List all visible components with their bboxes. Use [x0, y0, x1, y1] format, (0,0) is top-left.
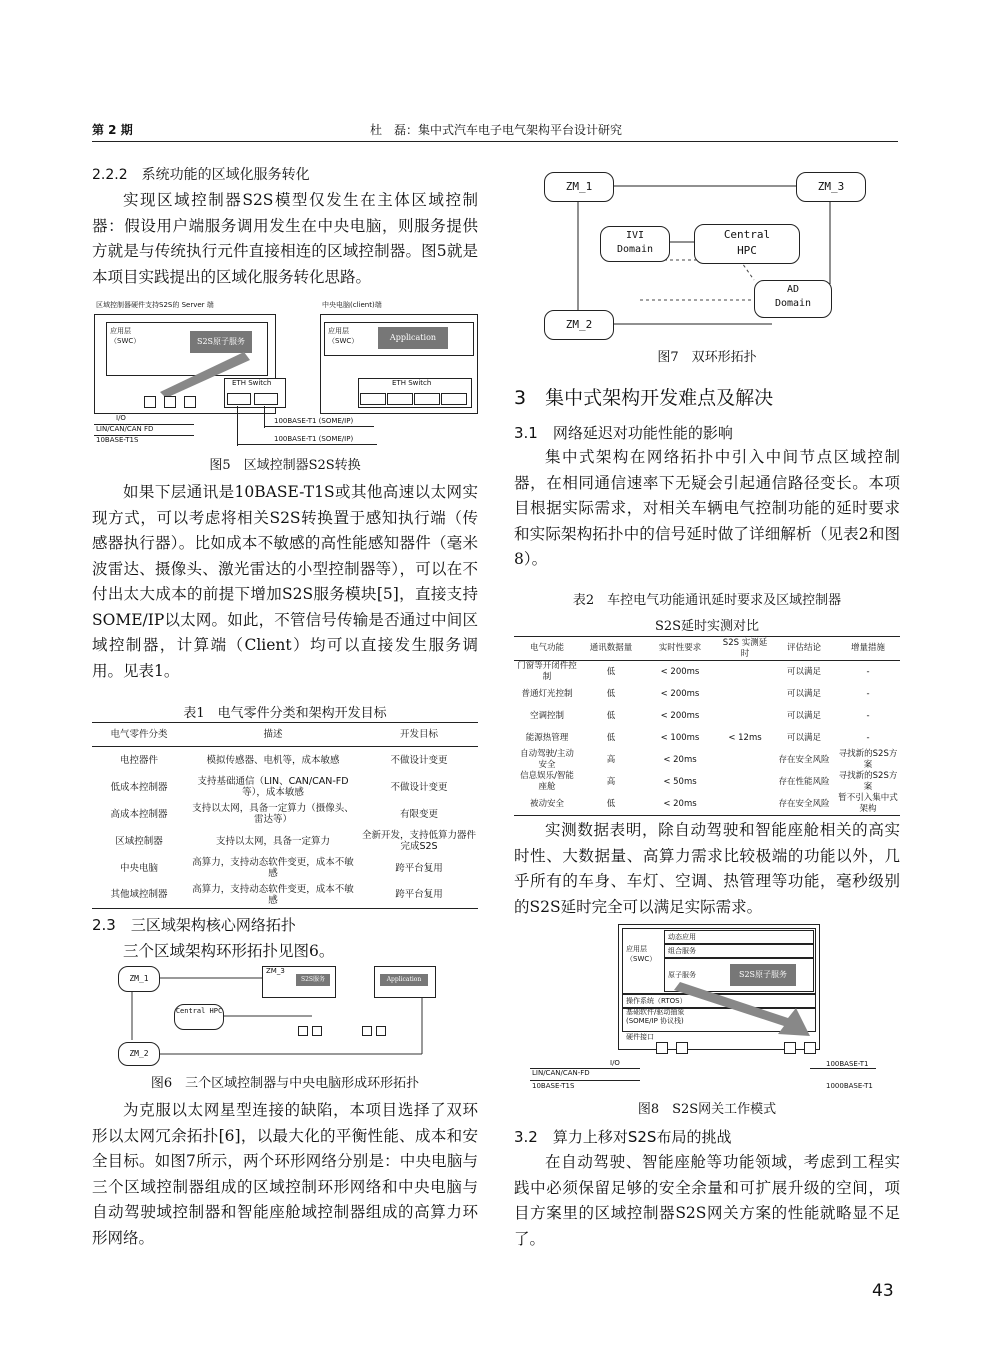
- table2-cell: -: [866, 732, 870, 743]
- fig8-bus-rule-2: [530, 1080, 640, 1081]
- table2-header-cell: S2S 实测延时: [722, 637, 768, 659]
- fig6-port-1: [298, 1026, 308, 1036]
- figure-7-caption: 图7 双环形拓扑: [657, 350, 757, 365]
- table2-cell: < 20ms: [663, 798, 697, 809]
- table1-header-cell: 开发目标: [399, 729, 438, 740]
- table2-header-cell: 增量措施: [850, 643, 885, 653]
- fig5-ethernet-rule-1: [264, 426, 374, 427]
- fig6-zm2: ZM_2: [118, 1042, 160, 1066]
- fig5-bus-10: 10BASE-T1S: [96, 436, 139, 444]
- table2-row: [514, 793, 900, 816]
- section-3-1-title: 3.1 网络延迟对功能性能的影响: [514, 424, 733, 442]
- fig5-central-phy-4: [441, 393, 467, 405]
- table2-row: [514, 727, 900, 749]
- paragraph-2: 如果下层通讯是10BASE-T1S或其他高速以太网实现方式，可以考虑将相关S2S转换置于感知执行端（传感器执行器）。比如成本不敏感的高性能感知器件（毫米波雷达、摄像头、激光雷达的小型控制器等），可以在不付出太大成本的前提下增加S2S服务模块[5]，直接支持SOME/IP以太网。如此，不管信号传输是否通过中间区域控制器，计算端（Client）均可以直接发生服务调用。见表1。: [92, 483, 478, 680]
- fig5-bus-lin: LIN/CAN/CAN FD: [96, 425, 154, 433]
- fig5-phy-1: [227, 393, 251, 405]
- section-2-2-2-title: 2.2.2 系统功能的区域化服务转化: [92, 167, 310, 183]
- fig8-eth-port-2: [804, 1042, 816, 1054]
- fig6-zm3-label: ZM_3: [266, 967, 285, 975]
- fig5-central-phy-3: [414, 393, 440, 405]
- fig8-os-label: 操作系统（RTOS）: [626, 997, 687, 1005]
- fig5-line1: 100BASE-T1 (SOME/IP): [274, 417, 354, 425]
- table1-cell: 高成本控制器: [110, 808, 168, 820]
- table1-cell: 其他域控制器: [110, 889, 168, 901]
- section-3-title: 3 集中式架构开发难点及解决: [514, 387, 774, 409]
- paragraph-1: 实现区域控制器S2S模型仅发生在主体区域控制器：假设用户端服务调用发生在中央电脑，则服务提供方就是与传统执行元件直接相连的区域控制器。图5就是本项目实践提出的区域化服务转化思路。: [92, 191, 478, 286]
- fig5-phy-link-1: [237, 406, 238, 446]
- table1-row: [92, 882, 478, 909]
- table2-row: [514, 683, 900, 705]
- table1-row: [92, 747, 478, 774]
- table2-cell: 暂不引入集中式架构: [838, 793, 898, 814]
- table2-cell: 低: [606, 798, 616, 809]
- fig5-central-eth-label: ETH Switch: [392, 379, 432, 387]
- fig8-bus-10: 10BASE-T1S: [532, 1082, 575, 1090]
- table1-cell: 支持以太网，具备一定算力（摄像头、雷达等）: [192, 803, 354, 825]
- table2-cell: 普通灯光控制: [521, 688, 573, 699]
- table2-cell: 存在安全风险: [778, 754, 830, 765]
- table2-header-cell: 实时性要求: [658, 643, 702, 653]
- table2-cell: 低: [606, 688, 616, 699]
- fig8-atom-label: 原子服务: [668, 971, 696, 979]
- table1-cell: 高算力，支持动态软件变更，成本不敏感: [192, 883, 354, 906]
- table1-header-cell: 描述: [263, 729, 283, 740]
- table2-cell: 可以满足: [786, 688, 821, 699]
- table2-cell: 高: [606, 776, 616, 787]
- fig6-port-3: [362, 1026, 372, 1036]
- table2-header-cell: 通讯数据量: [589, 643, 633, 653]
- table1-row: [92, 801, 478, 828]
- table2-cell: 可以满足: [786, 710, 821, 721]
- table2-cell: < 200ms: [660, 710, 700, 721]
- table2-cell: 可以满足: [786, 732, 821, 743]
- fig8-io-port-2: [676, 1042, 688, 1054]
- table2-header-cell: 评估结论: [786, 643, 821, 653]
- table1-header-cell: 电气零件分类: [110, 729, 168, 740]
- table2-cell: < 200ms: [660, 666, 700, 677]
- fig5-eth-label: ETH Switch: [232, 379, 272, 387]
- fig6-application-box: Application: [380, 974, 428, 986]
- table1-cell: 区域控制器: [115, 835, 163, 847]
- fig5-line2: 100BASE-T1 (SOME/IP): [274, 435, 354, 443]
- table2-cell: 寻找新的S2S方案: [838, 771, 898, 792]
- table2-row: [514, 771, 900, 793]
- table-2: [514, 636, 900, 816]
- table2-cell: -: [866, 688, 870, 699]
- table1-cell: 模拟传感器、电机等，成本敏感: [206, 754, 340, 766]
- fig7-ad: AD Domain: [754, 280, 832, 318]
- table2-cell: < 20ms: [663, 754, 697, 765]
- fig5-phy-2: [254, 393, 278, 405]
- figure-5-caption: 图5 区域控制器S2S转换: [209, 458, 361, 473]
- fig8-r2: 1000BASE-T1: [826, 1082, 873, 1090]
- table1-row: [92, 774, 478, 801]
- fig5-io-port-1: [144, 396, 156, 408]
- table1-cell: 中央电脑: [119, 862, 158, 874]
- paragraph-5: 集中式架构在网络拓扑中引入中间节点区域控制器，在相同通信速率下无疑会引起通信路径变长。本项目根据实际需求，对相关车辆电气控制功能的延时要求和实际架构拓扑中的信号延时做了详细解析（见表2和图8）。: [514, 448, 900, 568]
- figure-8-caption: 图8 S2S网关工作模式: [637, 1102, 777, 1117]
- table1-cell: 跨平台复用: [395, 862, 443, 874]
- figure-6: [112, 964, 442, 1068]
- paragraph-6: 实测数据表明，除自动驾驶和智能座舱相关的高实时性、大数据量、高算力需求比较极端的功能以外，几乎所有的车身、车灯、空调、热管理等功能，毫秒级别的S2S延时完全可以满足实际需求。: [514, 821, 900, 916]
- fig8-bus-lin: LIN/CAN/CAN-FD: [532, 1069, 590, 1077]
- table2-cell: 空调控制: [529, 710, 564, 721]
- table1-cell: 支持以太网，具备一定算力: [215, 835, 330, 847]
- table2-cell: 低: [606, 710, 616, 721]
- table2-row: [514, 749, 900, 771]
- fig5-central-phy-2: [387, 393, 413, 405]
- table2-measured-delay: < 12ms: [728, 732, 762, 743]
- table2-cell: 存在安全风险: [778, 798, 830, 809]
- table1-cell: 高算力，支持动态软件变更，成本不敏感: [192, 857, 354, 879]
- table2-cell: 被动安全: [529, 798, 564, 809]
- fig8-hw-label: 硬件接口: [626, 1033, 654, 1041]
- figure-5: [92, 298, 480, 448]
- fig5-io-port-3: [184, 396, 196, 408]
- table2-cell: < 50ms: [663, 776, 697, 787]
- fig7-zm2: ZM_2: [544, 310, 614, 340]
- fig6-port-4: [376, 1026, 386, 1036]
- table1-cell: 低成本控制器: [110, 781, 168, 793]
- table2-cell: 可以满足: [786, 666, 821, 677]
- fig8-driver-label: 基础软件/驱动抽象 (SOME/IP 协议栈): [626, 1008, 685, 1025]
- table1-cell: 不做设计变更: [390, 754, 448, 766]
- header-rule: [92, 141, 898, 142]
- fig5-central-app-label: 应用层 （SWC）: [328, 327, 359, 345]
- fig8-app-label: 应用层 （SWC）: [626, 945, 657, 963]
- table2-header-cell: 电气功能: [529, 643, 564, 653]
- table1-cell: 电控器件: [119, 754, 158, 766]
- fig8-eth-port-1: [784, 1042, 796, 1054]
- fig5-application-box: Application: [378, 327, 448, 349]
- fig5-central-phy-1: [360, 393, 386, 405]
- table2-cell: 自动驾驶/主动安全: [520, 749, 574, 770]
- fig6-central: Central HPC: [174, 1004, 224, 1030]
- section-2-3-title: 2.3 三区域架构核心网络拓扑: [92, 916, 296, 934]
- fig8-arrow: [670, 978, 820, 1040]
- table2-cell: < 100ms: [660, 732, 700, 743]
- table1-row: [92, 855, 478, 882]
- table2-cell: 低: [606, 732, 616, 743]
- figure-7: [540, 166, 870, 344]
- table1-cell: 有限变更: [399, 808, 438, 820]
- table1-cell: 支持基础通信（LIN、CAN/CAN-FD等），成本敏感: [197, 776, 349, 798]
- fig8-dyn-label: 动态应用: [668, 933, 696, 941]
- table1-cell: 跨平台复用: [395, 889, 443, 901]
- fig6-zm1: ZM_1: [118, 966, 160, 992]
- issue-number: 第 2 期: [92, 123, 133, 137]
- table2-cell: -: [866, 666, 870, 677]
- fig5-phy-link-2: [264, 406, 265, 428]
- table1-cell: 全新开发，支持低算力器件完成S2S: [362, 830, 477, 852]
- fig7-ivi: IVI Domain: [600, 226, 670, 262]
- paragraph-7: 在自动驾驶、智能座舱等功能领域，考虑到工程实践中必须保留足够的安全余量和可扩展升级的空间，项目方案里的区域控制器S2S网关方案的性能就略显不足了。: [514, 1153, 900, 1248]
- fig5-left-title: 区域控制器硬件支持S2S的 Server 端: [96, 301, 214, 309]
- paragraph-4: 为克服以太网星型连接的缺陷，本项目选择了双环形以太网冗余拓扑[6]，以最大化的平衡性能、成本和安全目标。如图7所示，两个环形网络分别是：中央电脑与三个区域控制器组成的区域控制环形网络和中央电脑与自动驾驶域控制器和智能座舱域控制器组成的高算力环形网络。: [92, 1101, 478, 1247]
- figure-6-caption: 图6 三个区域控制器与中央电脑形成环形拓扑: [150, 1076, 420, 1091]
- fig8-io-label: I/O: [610, 1059, 620, 1067]
- table2-cell: 存在性能风险: [778, 776, 830, 787]
- fig5-right-title: 中央电脑(client)端: [322, 301, 382, 309]
- table2-cell: 高: [606, 754, 616, 765]
- fig8-comp-label: 组合服务: [668, 947, 696, 955]
- fig5-io-port-2: [164, 396, 176, 408]
- fig6-s2s-box: S2S服务: [296, 974, 330, 986]
- fig5-app-label: 应用层 （SWC）: [110, 327, 141, 345]
- table2-cell: -: [866, 710, 870, 721]
- section-3-2-title: 3.2 算力上移对S2S布局的挑战: [514, 1128, 732, 1146]
- fig6-port-2: [312, 1026, 322, 1036]
- fig8-s2s-box: S2S原子服务: [730, 964, 796, 986]
- table-1-caption: 表1 电气零件分类和架构开发目标: [183, 706, 387, 721]
- table2-cell: < 200ms: [660, 688, 700, 699]
- table2-cell: 寻找新的S2S方案: [838, 749, 898, 770]
- fig7-zm3: ZM_3: [796, 172, 866, 202]
- fig7-zm1: ZM_1: [544, 172, 614, 202]
- table-2-caption-line-1: 表2 车控电气功能通讯延时要求及区域控制器: [572, 593, 842, 608]
- table-1: [92, 722, 478, 909]
- page-number: 43: [872, 1281, 894, 1301]
- fig7-central: Central HPC: [694, 224, 800, 264]
- figure-8: [530, 922, 880, 1094]
- table2-row: [514, 661, 900, 684]
- table1-row: [92, 828, 478, 855]
- table1-cell: 不做设计变更: [390, 781, 448, 793]
- table2-cell: 信息娱乐/智能座舱: [520, 771, 574, 792]
- fig5-io-label: I/O: [116, 414, 126, 422]
- fig5-s2s-box: S2S原子服务: [190, 331, 252, 353]
- fig5-ethernet-rule-2: [237, 444, 377, 445]
- table2-row: [514, 705, 900, 727]
- table2-cell: 低: [606, 666, 616, 677]
- paragraph-3: 三个区域架构环形拓扑见图6。: [123, 942, 335, 960]
- running-title: 杜 磊：集中式汽车电子电气架构平台设计研究: [370, 123, 623, 137]
- table-2-caption-line-2: S2S延时实测对比: [654, 619, 760, 634]
- fig8-eth-rule-1: [810, 1068, 876, 1069]
- fig8-r1: 100BASE-T1: [826, 1060, 869, 1068]
- table2-cell: 门窗等开闭件控制: [517, 661, 577, 682]
- fig8-io-port-1: [656, 1042, 668, 1054]
- table2-cell: 能源热管理: [525, 732, 569, 743]
